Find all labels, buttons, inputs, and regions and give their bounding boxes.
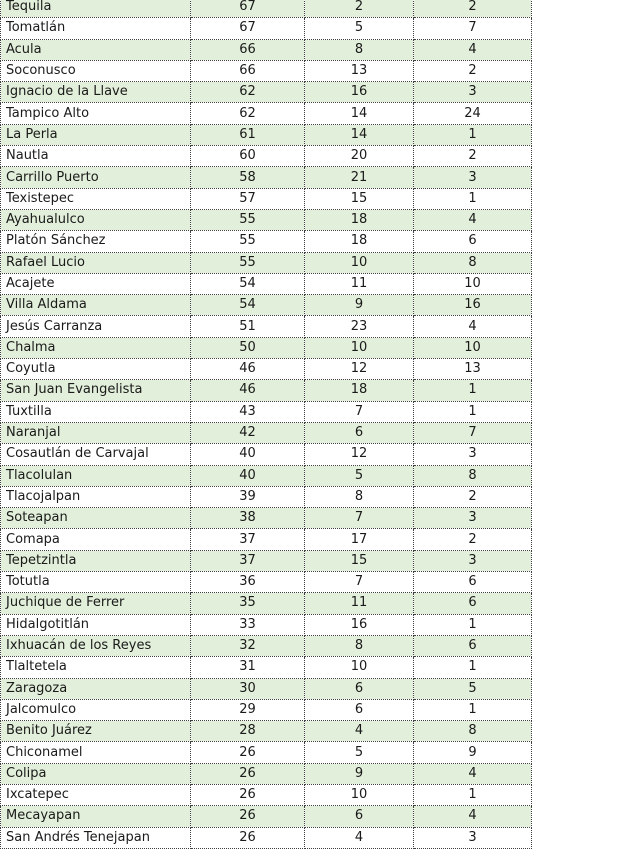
table-row (1, 614, 532, 635)
municipality-name-cell: Tlaltetela (1, 657, 191, 678)
value-column-3-cell: 2 (414, 146, 532, 167)
value-column-2-cell: 15 (305, 188, 414, 209)
value-column-3-cell: 2 (414, 529, 532, 550)
value-column-3-cell: 3 (414, 508, 532, 529)
municipality-name-cell: Acajete (1, 273, 191, 294)
value-column-2-cell: 10 (305, 337, 414, 358)
table-row (1, 572, 532, 593)
municipality-name-cell: San Andrés Tenejapan (1, 827, 191, 848)
municipality-name-cell: Tomatlán (1, 18, 191, 39)
value-column-1-cell: 54 (191, 273, 305, 294)
municipality-name-cell: Jesús Carranza (1, 316, 191, 337)
value-column-1-cell: 46 (191, 380, 305, 401)
municipality-name-cell: Coyutla (1, 359, 191, 380)
value-column-1-cell: 26 (191, 763, 305, 784)
value-column-3-cell: 10 (414, 337, 532, 358)
table-row (1, 82, 532, 103)
value-column-3-cell: 8 (414, 465, 532, 486)
value-column-2-cell: 14 (305, 103, 414, 124)
municipality-name-cell: Hidalgotitlán (1, 614, 191, 635)
value-column-1-cell: 31 (191, 657, 305, 678)
value-column-2-cell: 5 (305, 742, 414, 763)
municipality-name-cell: Acula (1, 39, 191, 60)
table-row (1, 742, 532, 763)
value-column-2-cell: 6 (305, 699, 414, 720)
value-column-3-cell: 3 (414, 827, 532, 848)
value-column-2-cell: 11 (305, 593, 414, 614)
value-column-2-cell: 14 (305, 124, 414, 145)
value-column-3-cell: 1 (414, 124, 532, 145)
value-column-1-cell: 32 (191, 635, 305, 656)
value-column-3-cell: 3 (414, 167, 532, 188)
value-column-3-cell: 9 (414, 742, 532, 763)
value-column-3-cell: 13 (414, 359, 532, 380)
table-row (1, 273, 532, 294)
table-row (1, 295, 532, 316)
table-row (1, 209, 532, 230)
value-column-2-cell: 11 (305, 273, 414, 294)
value-column-1-cell: 60 (191, 146, 305, 167)
value-column-1-cell: 58 (191, 167, 305, 188)
table-row (1, 827, 532, 848)
municipality-name-cell: Cosautlán de Carvajal (1, 444, 191, 465)
value-column-2-cell: 2 (305, 0, 414, 18)
value-column-2-cell: 8 (305, 39, 414, 60)
municipality-name-cell: Comapa (1, 529, 191, 550)
value-column-1-cell: 29 (191, 699, 305, 720)
table-row (1, 784, 532, 805)
value-column-2-cell: 7 (305, 572, 414, 593)
value-column-3-cell: 3 (414, 82, 532, 103)
value-column-2-cell: 7 (305, 401, 414, 422)
value-column-2-cell: 12 (305, 444, 414, 465)
table-row (1, 337, 532, 358)
table-row (1, 0, 532, 18)
value-column-1-cell: 55 (191, 209, 305, 230)
value-column-1-cell: 66 (191, 39, 305, 60)
value-column-3-cell: 1 (414, 380, 532, 401)
value-column-2-cell: 13 (305, 60, 414, 81)
municipality-name-cell: Rafael Lucio (1, 252, 191, 273)
municipality-name-cell: Tlacojalpan (1, 486, 191, 507)
value-column-1-cell: 57 (191, 188, 305, 209)
value-column-3-cell: 3 (414, 550, 532, 571)
value-column-1-cell: 55 (191, 252, 305, 273)
table-row (1, 721, 532, 742)
municipality-name-cell: Nautla (1, 146, 191, 167)
value-column-1-cell: 50 (191, 337, 305, 358)
table-row (1, 678, 532, 699)
value-column-1-cell: 26 (191, 784, 305, 805)
value-column-1-cell: 40 (191, 465, 305, 486)
value-column-1-cell: 43 (191, 401, 305, 422)
value-column-1-cell: 26 (191, 742, 305, 763)
table-row (1, 359, 532, 380)
municipality-name-cell: Platón Sánchez (1, 231, 191, 252)
municipality-name-cell: Soconusco (1, 60, 191, 81)
value-column-2-cell: 7 (305, 508, 414, 529)
value-column-2-cell: 6 (305, 806, 414, 827)
value-column-1-cell: 46 (191, 359, 305, 380)
municipality-name-cell: Juchique de Ferrer (1, 593, 191, 614)
municipality-name-cell: Jalcomulco (1, 699, 191, 720)
value-column-1-cell: 26 (191, 806, 305, 827)
municipality-name-cell: Soteapan (1, 508, 191, 529)
value-column-3-cell: 7 (414, 422, 532, 443)
value-column-2-cell: 8 (305, 635, 414, 656)
value-column-2-cell: 16 (305, 82, 414, 103)
municipality-name-cell: Colipa (1, 763, 191, 784)
municipality-name-cell: Tuxtilla (1, 401, 191, 422)
value-column-1-cell: 33 (191, 614, 305, 635)
value-column-1-cell: 35 (191, 593, 305, 614)
table-row (1, 252, 532, 273)
value-column-2-cell: 23 (305, 316, 414, 337)
value-column-2-cell: 9 (305, 295, 414, 316)
value-column-2-cell: 10 (305, 784, 414, 805)
value-column-3-cell: 4 (414, 763, 532, 784)
table-row (1, 231, 532, 252)
value-column-3-cell: 5 (414, 678, 532, 699)
table-row (1, 593, 532, 614)
value-column-2-cell: 4 (305, 827, 414, 848)
value-column-3-cell: 1 (414, 657, 532, 678)
value-column-2-cell: 18 (305, 209, 414, 230)
table-row (1, 103, 532, 124)
table-row (1, 444, 532, 465)
value-column-3-cell: 1 (414, 699, 532, 720)
value-column-1-cell: 54 (191, 295, 305, 316)
value-column-1-cell: 30 (191, 678, 305, 699)
table-body (1, 0, 532, 848)
table-row (1, 124, 532, 145)
municipality-name-cell: Tlacolulan (1, 465, 191, 486)
table-row (1, 167, 532, 188)
municipality-name-cell: Totutla (1, 572, 191, 593)
value-column-2-cell: 4 (305, 721, 414, 742)
value-column-3-cell: 2 (414, 60, 532, 81)
municipality-name-cell: Zaragoza (1, 678, 191, 699)
value-column-1-cell: 67 (191, 18, 305, 39)
municipality-name-cell: Tequila (1, 0, 191, 18)
municipality-name-cell: Texistepec (1, 188, 191, 209)
table-row (1, 550, 532, 571)
municipality-name-cell: Tampico Alto (1, 103, 191, 124)
municipality-name-cell: Villa Aldama (1, 295, 191, 316)
value-column-3-cell: 6 (414, 231, 532, 252)
value-column-1-cell: 55 (191, 231, 305, 252)
value-column-3-cell: 6 (414, 593, 532, 614)
value-column-1-cell: 42 (191, 422, 305, 443)
value-column-2-cell: 6 (305, 678, 414, 699)
table-row (1, 508, 532, 529)
table-row (1, 146, 532, 167)
value-column-1-cell: 37 (191, 550, 305, 571)
table-row (1, 422, 532, 443)
value-column-3-cell: 1 (414, 614, 532, 635)
value-column-3-cell: 6 (414, 635, 532, 656)
value-column-2-cell: 18 (305, 231, 414, 252)
table-row (1, 657, 532, 678)
table-row (1, 60, 532, 81)
value-column-3-cell: 7 (414, 18, 532, 39)
value-column-3-cell: 24 (414, 103, 532, 124)
value-column-3-cell: 4 (414, 39, 532, 60)
value-column-3-cell: 16 (414, 295, 532, 316)
value-column-2-cell: 10 (305, 252, 414, 273)
value-column-2-cell: 18 (305, 380, 414, 401)
value-column-1-cell: 61 (191, 124, 305, 145)
value-column-3-cell: 2 (414, 486, 532, 507)
table-row (1, 188, 532, 209)
table-row (1, 465, 532, 486)
value-column-2-cell: 15 (305, 550, 414, 571)
municipality-name-cell: Ignacio de la Llave (1, 82, 191, 103)
municipality-name-cell: Chiconamel (1, 742, 191, 763)
value-column-3-cell: 4 (414, 316, 532, 337)
municipality-name-cell: Carrillo Puerto (1, 167, 191, 188)
municipality-name-cell: La Perla (1, 124, 191, 145)
table-row (1, 380, 532, 401)
table-row (1, 316, 532, 337)
municipality-name-cell: Ixhuacán de los Reyes (1, 635, 191, 656)
table-row (1, 699, 532, 720)
value-column-3-cell: 3 (414, 444, 532, 465)
value-column-3-cell: 8 (414, 252, 532, 273)
value-column-1-cell: 26 (191, 827, 305, 848)
value-column-3-cell: 1 (414, 188, 532, 209)
table-row (1, 401, 532, 422)
value-column-1-cell: 38 (191, 508, 305, 529)
value-column-3-cell: 1 (414, 401, 532, 422)
table-row (1, 39, 532, 60)
value-column-1-cell: 51 (191, 316, 305, 337)
municipality-name-cell: Mecayapan (1, 806, 191, 827)
value-column-1-cell: 40 (191, 444, 305, 465)
municipality-name-cell: Chalma (1, 337, 191, 358)
value-column-2-cell: 5 (305, 18, 414, 39)
table-row (1, 486, 532, 507)
value-column-2-cell: 12 (305, 359, 414, 380)
value-column-1-cell: 28 (191, 721, 305, 742)
value-column-1-cell: 39 (191, 486, 305, 507)
table-row (1, 806, 532, 827)
value-column-3-cell: 10 (414, 273, 532, 294)
value-column-1-cell: 62 (191, 103, 305, 124)
table-row (1, 763, 532, 784)
value-column-3-cell: 4 (414, 209, 532, 230)
municipality-name-cell: Tepetzintla (1, 550, 191, 571)
municipality-name-cell: Ixcatepec (1, 784, 191, 805)
value-column-3-cell: 2 (414, 0, 532, 18)
value-column-1-cell: 66 (191, 60, 305, 81)
municipality-name-cell: San Juan Evangelista (1, 380, 191, 401)
value-column-1-cell: 37 (191, 529, 305, 550)
value-column-1-cell: 62 (191, 82, 305, 103)
value-column-1-cell: 67 (191, 0, 305, 18)
value-column-2-cell: 16 (305, 614, 414, 635)
value-column-2-cell: 21 (305, 167, 414, 188)
value-column-3-cell: 1 (414, 784, 532, 805)
table-row (1, 635, 532, 656)
value-column-2-cell: 10 (305, 657, 414, 678)
value-column-2-cell: 6 (305, 422, 414, 443)
value-column-3-cell: 6 (414, 572, 532, 593)
municipality-name-cell: Ayahualulco (1, 209, 191, 230)
municipality-name-cell: Benito Juárez (1, 721, 191, 742)
table-row (1, 529, 532, 550)
value-column-3-cell: 4 (414, 806, 532, 827)
value-column-1-cell: 36 (191, 572, 305, 593)
value-column-2-cell: 5 (305, 465, 414, 486)
value-column-3-cell: 8 (414, 721, 532, 742)
table-row (1, 18, 532, 39)
value-column-2-cell: 17 (305, 529, 414, 550)
value-column-2-cell: 8 (305, 486, 414, 507)
municipality-name-cell: Naranjal (1, 422, 191, 443)
value-column-2-cell: 20 (305, 146, 414, 167)
value-column-2-cell: 9 (305, 763, 414, 784)
